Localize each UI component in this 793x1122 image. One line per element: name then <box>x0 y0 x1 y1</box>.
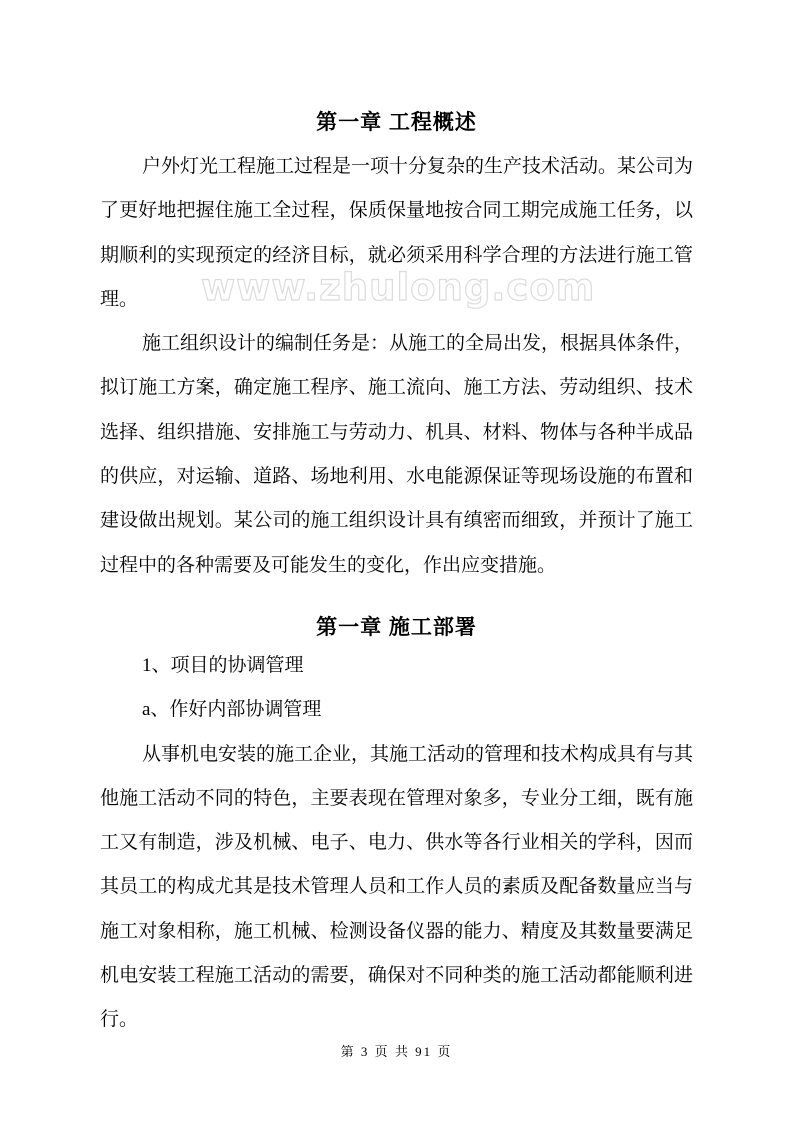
chapter-heading-construction-deployment: 第一章 施工部署 <box>316 615 477 639</box>
paragraph-overview-design-tasks: 施工组织设计的编制任务是：从施工的全局出发，根据具体条件，拟订施工方案，确定施工程序、施工流向、施工方法、劳动组织、技术选择、组织措施、安排施工与劳动力、机具、材料、物体与各种半成品的供应，对运输、道路、场地利用、水电能源保证等现场设施的布置和建设做出规划。某公司的施工组织设计具有缜密而细致，并预计了施工过程中的各种需要及可能发生的变化，作出应变措施。 <box>100 333 694 576</box>
list-item-project-coordination: 1、项目的协调管理 <box>142 654 304 676</box>
watermark-text: www.zhulong.com <box>201 266 596 309</box>
list-item-internal-coordination: a、作好内部协调管理 <box>142 699 322 721</box>
page-footer <box>0 1042 793 1062</box>
chapter-heading-project-overview: 第一章 工程概述 <box>316 111 477 134</box>
paragraph-mechanical-electrical-installation: 从事机电安装的施工企业，其施工活动的管理和技术构成具有与其他施工活动不同的特色，主要表现在管理对象多，专业分工细，既有施工又有制造，涉及机械、电子、电力、供水等各行业相关的学科，因而其员工的构成尤其是技术管理人员和工作人员的素质及配备数量应当与施工对象相称，施工机械、检测设备仪器的能力、精度及其数量要满足机电安装工程施工活动的需要，确保对不同种类的施工活动都能顺利进行。 <box>100 743 694 1031</box>
page-number-label: 第 3 页 共 91 页 <box>340 1044 453 1059</box>
paragraph-overview-intro: 户外灯光工程施工过程是一项十分复杂的生产技术活动。某公司为了更好地把握住施工全过程，保质保量地按合同工期完成施工任务，以期顺利的实现预定的经济目标，就必须采用科学合理的方法进行施工管理。 <box>100 156 694 310</box>
page-content <box>100 0 693 1043</box>
